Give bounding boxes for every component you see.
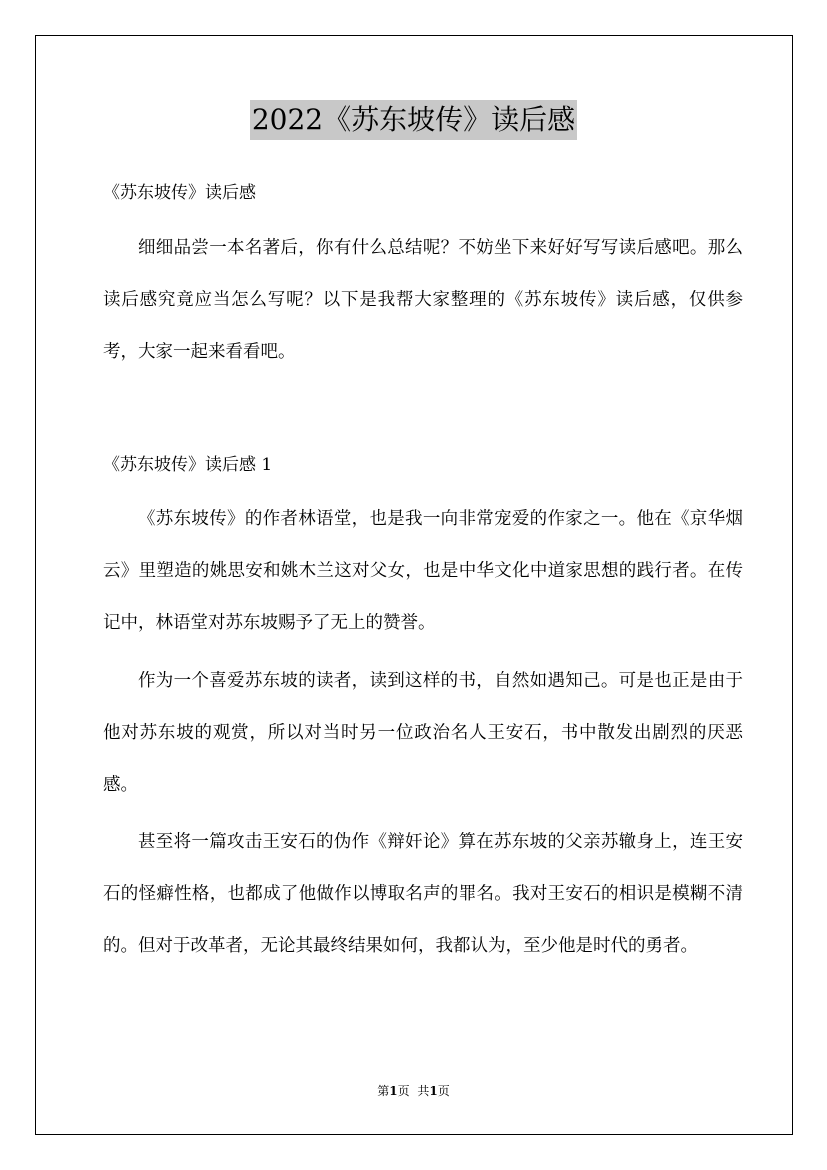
section-heading: 《苏东坡传》读后感 1 [103,455,273,475]
total-pages: 1 [429,1084,438,1098]
document-title: 2022《苏东坡传》读后感 [250,100,577,140]
page-label-prefix: 第 [377,1084,390,1098]
total-label-prefix: 共 [417,1084,430,1098]
body-paragraph-2: 作为一个喜爱苏东坡的读者，读到这样的书，自然如遇知己。可是也正是由于他对苏东坡的观赏，所以对当时另一位政治名人王安石，书中散发出剧烈的厌恶感。 [103,671,743,795]
page-number: 1 [389,1084,398,1098]
body-paragraph-1: 《苏东坡传》的作者林语堂，也是我一向非常宠爱的作家之一。他在《京华烟云》里塑造的姚思安和姚木兰这对父女，也是中华文化中道家思想的践行者。在传记中，林语堂对苏东坡赐予了无上的赞誉。 [103,509,743,633]
total-label-suffix: 页 [437,1084,450,1098]
document-subtitle: 《苏东坡传》读后感 [103,183,256,203]
page-footer [0,1082,827,1100]
intro-paragraph: 细细品尝一本名著后，你有什么总结呢？不妨坐下来好好写写读后感吧。那么读后感究竟应当怎么写呢？以下是我帮大家整理的《苏东坡传》读后感，仅供参考，大家一起来看看吧。 [103,238,743,362]
title-container [0,100,827,140]
page-label-suffix: 页 [397,1084,410,1098]
body-paragraph-3: 甚至将一篇攻击王安石的伪作《辩奸论》算在苏东坡的父亲苏辙身上，连王安石的怪癖性格，也都成了他做作以博取名声的罪名。我对王安石的相识是模糊不清的。但对于改革者，无论其最终结果如何，我都认为，至少他是时代的勇者。 [103,832,743,956]
